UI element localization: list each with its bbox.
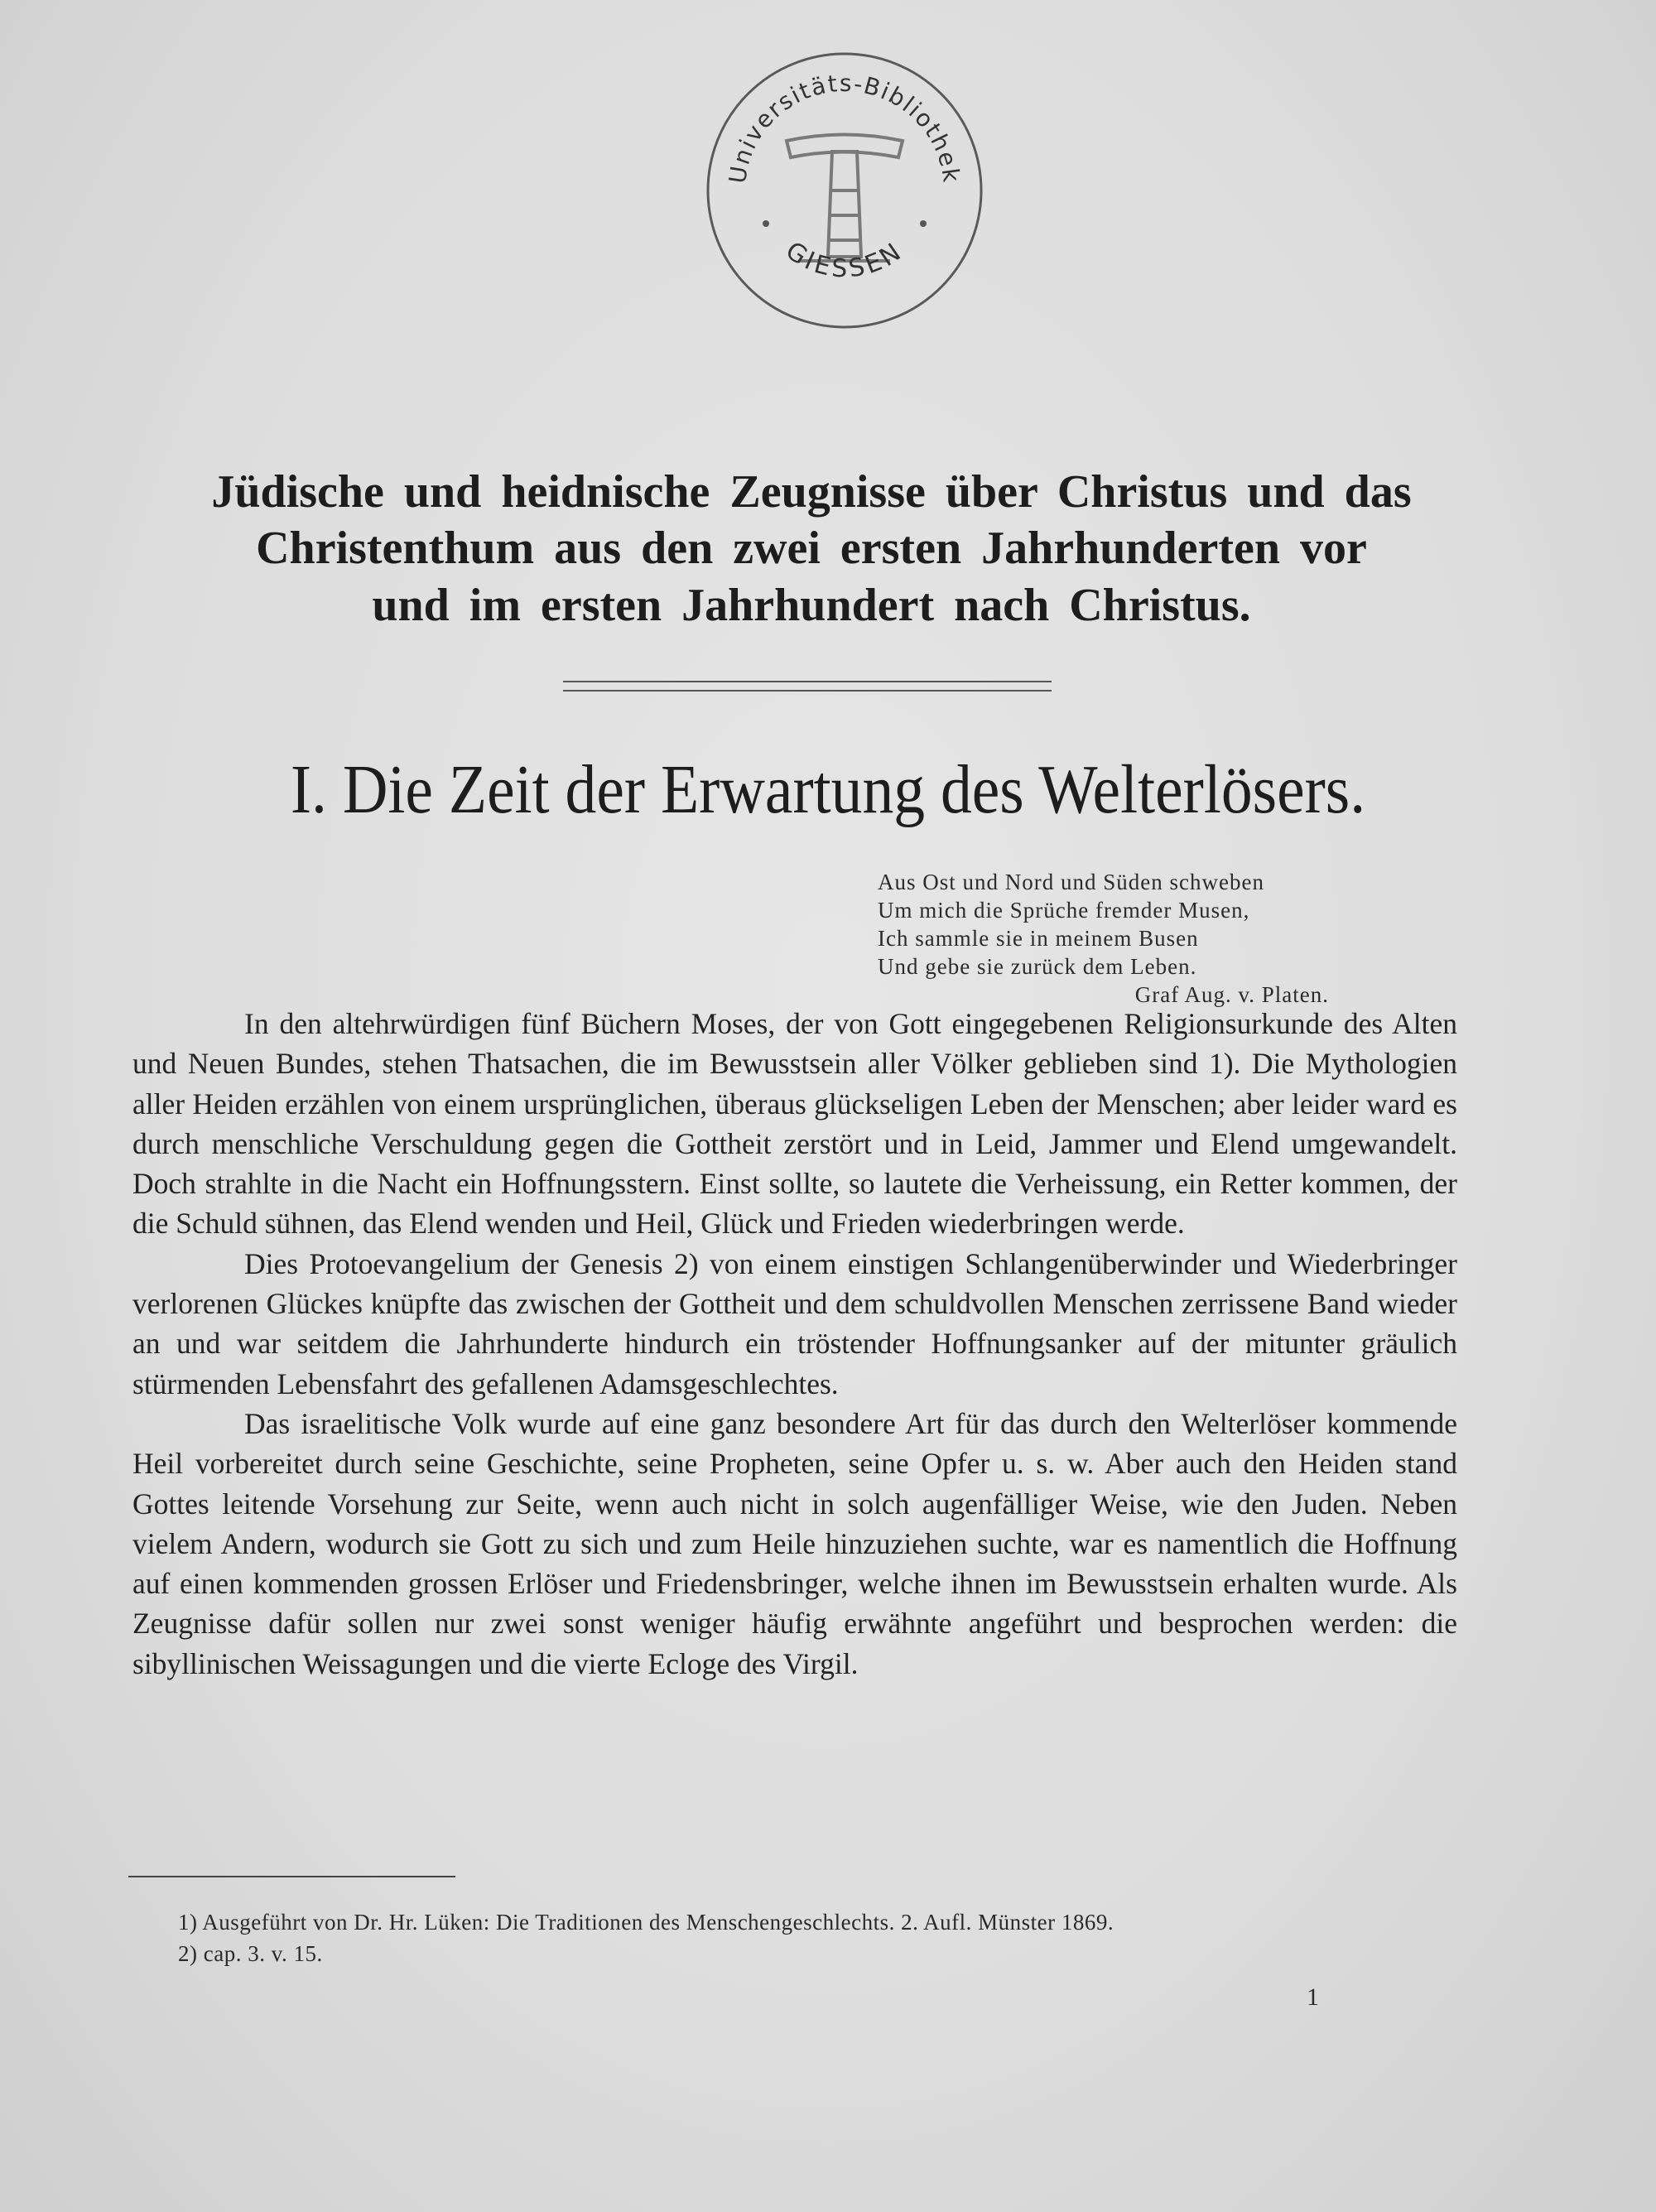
body-text (132, 1004, 1457, 1684)
motto-block (878, 868, 1408, 1009)
paragraph: Das israelitische Volk wurde auf eine ganz besondere Art für das durch den Welterlöser kommende Heil vorbereitet durch seine Geschichte, seine Propheten, seine Opfer u. s. w. Aber auch den Heiden stand Gottes leitende Vorsehung zur Seite, wenn auch nicht in solch augenfälliger Weise, wie den Juden. Neben vielem Andern, wodurch sie Gott zu sich und zum Heile hinzuziehen suchte, war es namentlich die Hoffnung auf einen kommenden grossen Erlöser und Friedensbringer, welche ihnen im Bewusstsein erhalten wurde. Als Zeugnisse dafür sollen nur zwei sonst weniger häufig erwähnte angeführt und besprochen werden: die sibyllinischen Weissagungen und die vierte Ecloge des Virgil. (132, 1406, 1457, 1680)
motto-author: Graf Aug. v. Platen. (1134, 982, 1329, 1007)
stamp-top-text: Universitäts-Bibliothek (724, 69, 965, 186)
paragraph: Dies Protoevangelium der Genesis 2) von einem einstigen Schlangenüberwinder und Wiederbringer verlorenen Glückes knüpfte das zwischen der Gottheit und dem schuldvollen Menschen zerrissene Band wieder an und war seitdem die Jahrhunderte hindurch ein tröstender Hoffnungsanker auf der mitunter gräulich stürmenden Lebensfahrt des gefallenen Adamsgeschlechtes. (132, 1246, 1457, 1400)
motto-line: Ich sammle sie in meinem Busen (878, 926, 1199, 951)
footnotes (178, 1906, 1470, 1969)
library-stamp (700, 46, 989, 335)
footnote: 2) cap. 3. v. 15. (178, 1941, 323, 1966)
title-line: und im ersten Jahrhundert nach Christus. (372, 579, 1251, 631)
title-divider (563, 681, 1052, 692)
chapter-heading: I. Die Zeit der Erwartung des Welterlösers. (290, 751, 1366, 828)
title-line: Jüdische und heidnische Zeugnisse über Christus und das (211, 466, 1412, 518)
svg-text:Universitäts-Bibliothek (724, 70, 965, 186)
page-number: 1 (1307, 1983, 1319, 2011)
stamp-bottom-text: GIESSEN (780, 236, 909, 284)
title-line: Christenthum aus den zwei ersten Jahrhunderten vor (256, 523, 1367, 575)
svg-text:GIESSEN (780, 236, 908, 283)
motto-line: Aus Ost und Nord und Süden schweben (878, 870, 1264, 894)
motto-line: Und gebe sie zurück dem Leben. (878, 954, 1197, 979)
paragraph: In den altehrwürdigen fünf Büchern Moses, der von Gott eingegebenen Religionsurkunde des Alten und Neuen Bundes, stehen Thatsachen, die im Bewusstsein aller Völker geblieben sind 1). Die Mythologien aller Heiden erzählen von einem ursprünglichen, überaus glückseligen Leben der Menschen; aber leider ward es durch menschliche Verschuldung gegen die Gottheit zerstört und in Leid, Jammer und Elend umgewandelt. Doch strahlte in die Nacht ein Hoffnungsstern. Einst sollte, so lautete die Verheissung, ein Retter kommen, der die Schuld sühnen, das Elend wenden und Heil, Glück und Frieden wiederbringen werde. (132, 1007, 1457, 1241)
footnote-divider (128, 1876, 455, 1877)
footnote: 1) Ausgeführt von Dr. Hr. Lüken: Die Traditionen des Menschengeschlechts. 2. Aufl. Münster 1869. (178, 1910, 1114, 1935)
document-title (132, 464, 1490, 634)
motto-line: Um mich die Sprüche fremder Musen, (878, 898, 1250, 923)
